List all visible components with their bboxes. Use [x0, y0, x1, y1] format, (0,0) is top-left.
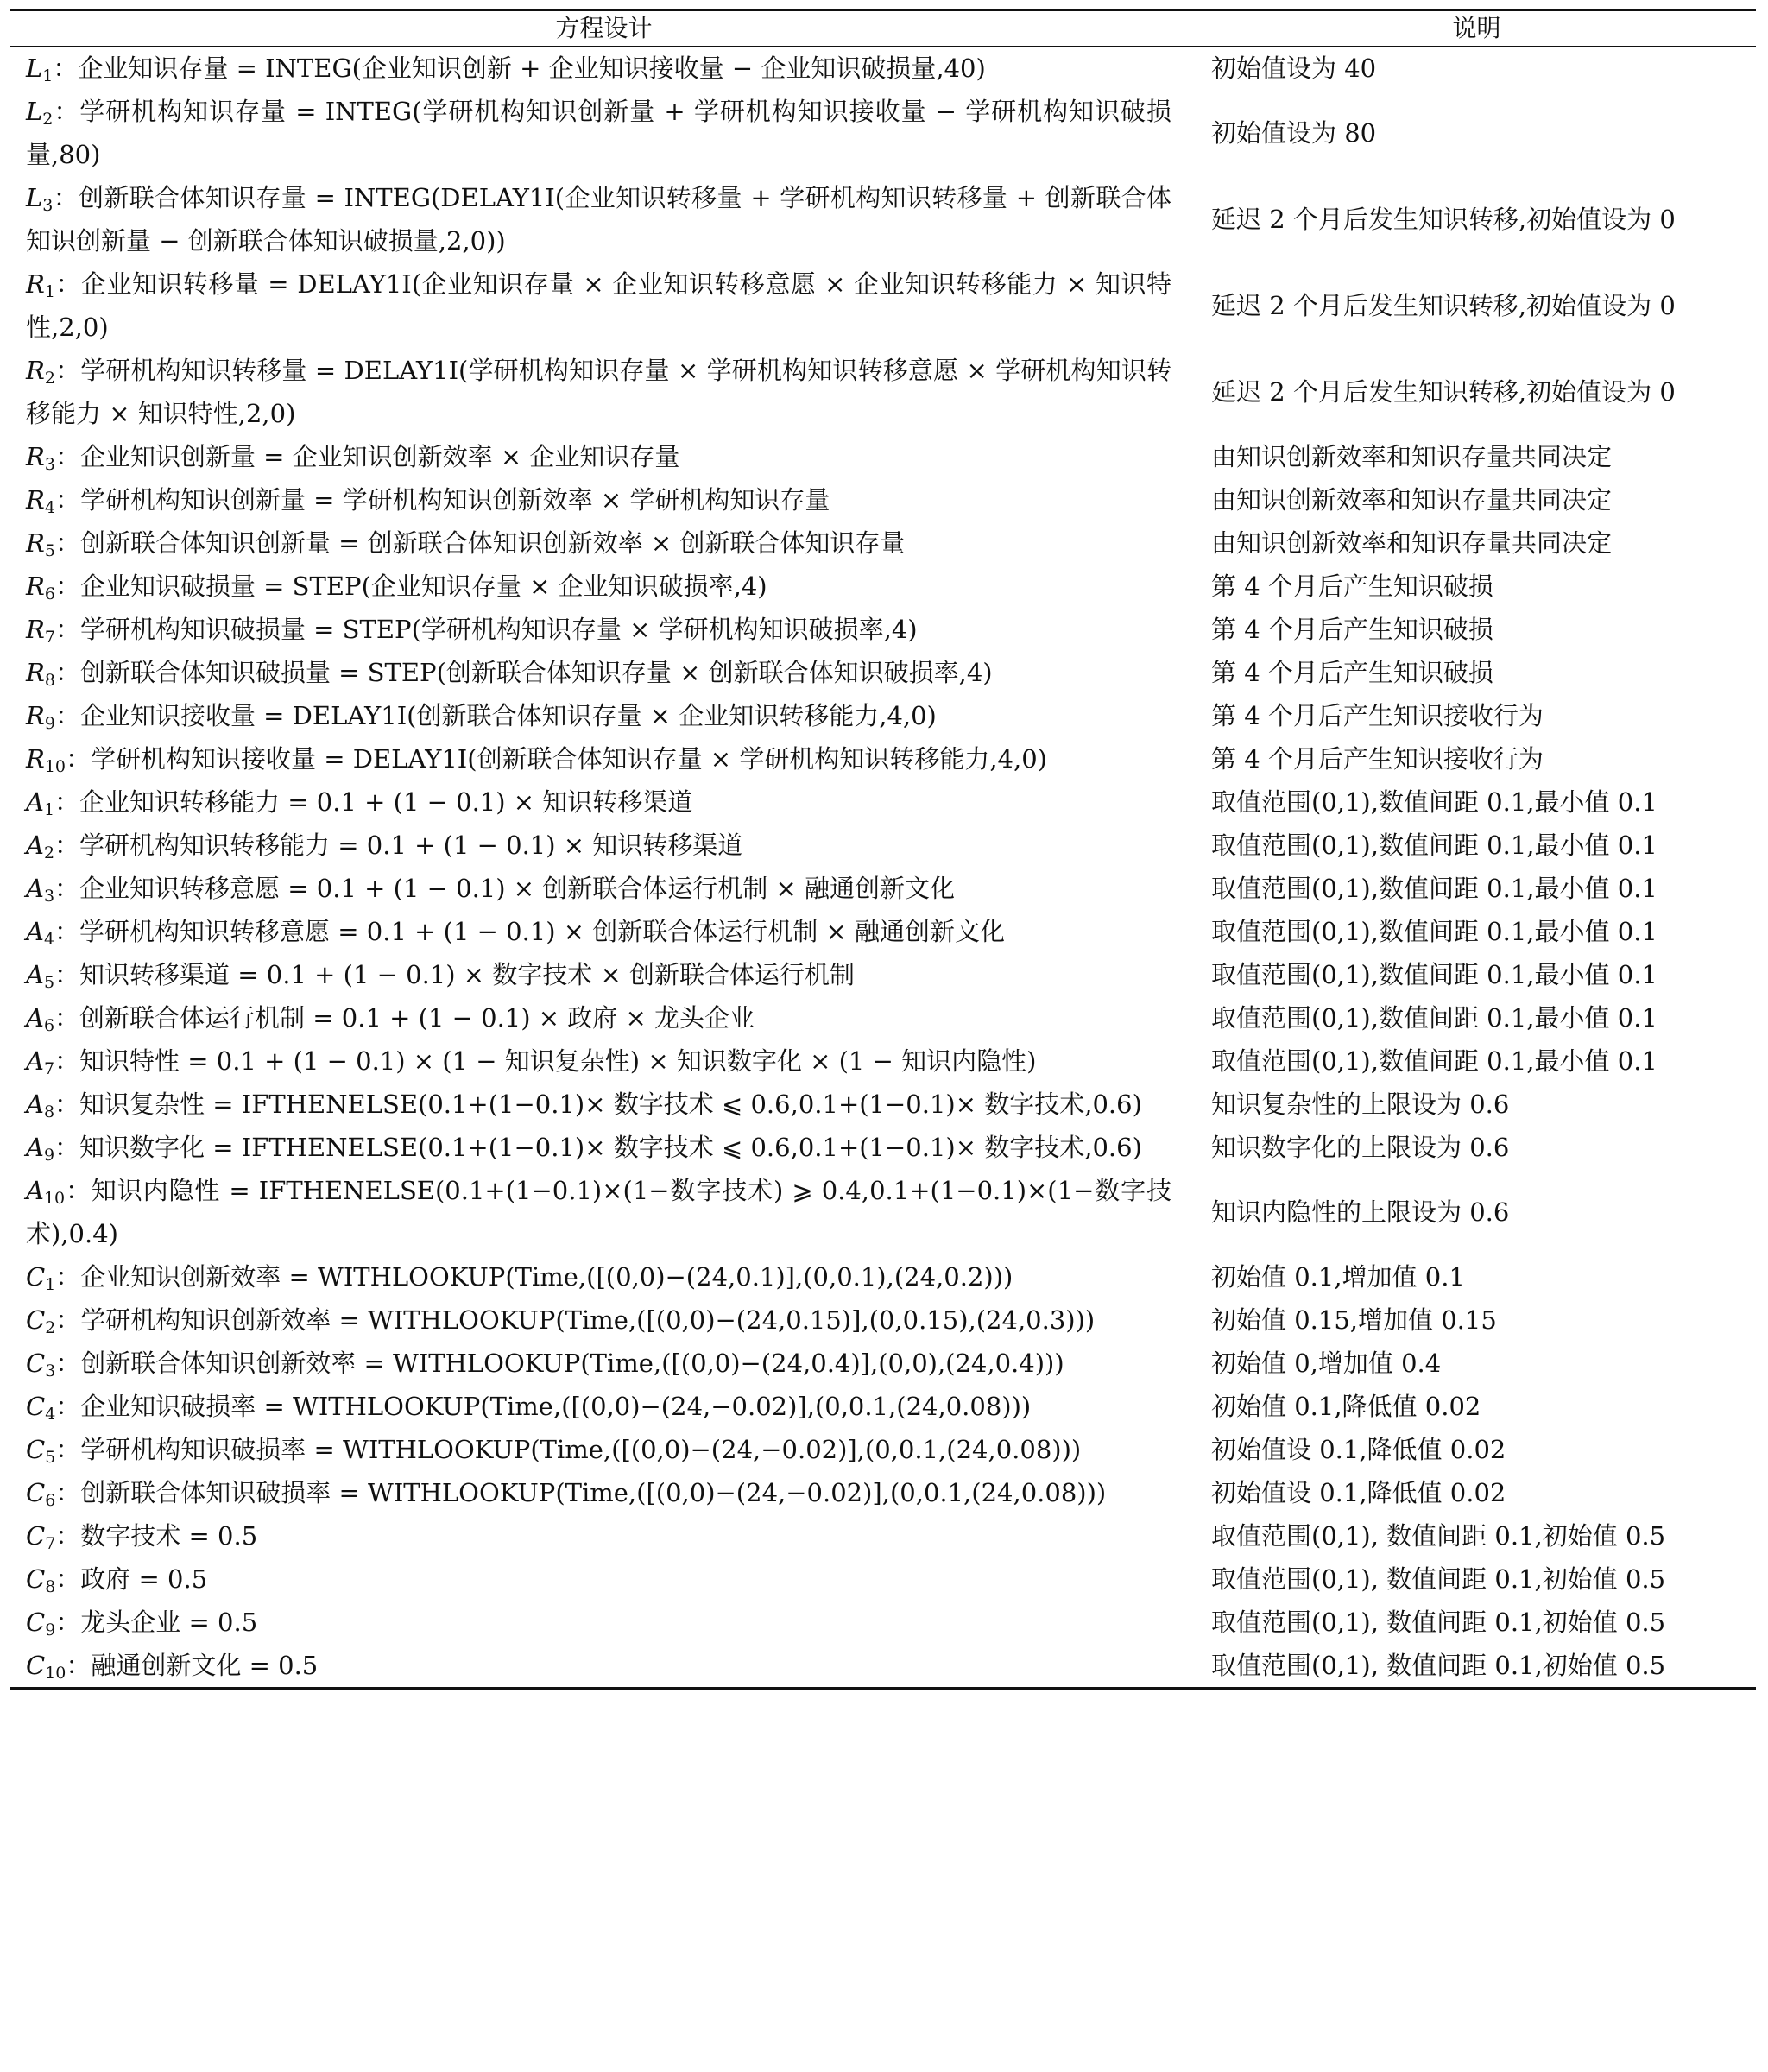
equation-cell: [10, 1385, 1197, 1428]
equation-cell: [10, 1557, 1197, 1601]
note-cell: 第 4 个月后产生知识破损: [1211, 615, 1493, 644]
equation-cell: [10, 1169, 1197, 1255]
equation-id-letter: A: [26, 1176, 44, 1205]
equation-text: ：学研机构知识创新效率 = WITHLOOKUP(Time,([(0,0)−(24,0.15)],(0,0.15),(24,0.3))): [55, 1305, 1096, 1335]
equation-id-letter: R: [26, 701, 45, 730]
table-row: [10, 349, 1756, 435]
equation-id: [26, 1564, 55, 1594]
equation-text: ：知识特性 = 0.1 + (1 − 0.1) × (1 − 知识复杂性) × 知识数字化 × (1 − 知识内隐性): [54, 1046, 1037, 1076]
note-cell: 知识复杂性的上限设为 0.6: [1211, 1090, 1510, 1119]
equation-id: [26, 442, 55, 474]
equation-id-subscript: 8: [43, 1102, 55, 1121]
note-cell: 由知识创新效率和知识存量共同决定: [1211, 442, 1613, 471]
equation-cell: [10, 1342, 1197, 1385]
table-row: [10, 1644, 1756, 1689]
table-row: [10, 1557, 1756, 1601]
equation-id: [26, 831, 54, 860]
note-cell: 由知识创新效率和知识存量共同决定: [1211, 528, 1613, 558]
equation-text: ：数字技术 = 0.5: [55, 1521, 258, 1551]
header-note: 说明: [1197, 10, 1756, 47]
equation-id: [26, 97, 54, 129]
table-row: [10, 565, 1756, 608]
equation-text: ：企业知识破损量 = STEP(企业知识存量 × 企业知识破损率,4): [54, 572, 767, 601]
note-cell: 初始值设 0.1,降低值 0.02: [1211, 1435, 1506, 1464]
note-cell: 延迟 2 个月后发生知识转移,初始值设为 0: [1211, 205, 1676, 234]
equation-cell: [10, 262, 1197, 349]
table-row: [10, 176, 1756, 262]
equation-cell: [10, 1601, 1197, 1644]
table-row: [10, 651, 1756, 694]
table-row: [10, 1255, 1756, 1298]
equation-cell: [10, 1039, 1197, 1083]
equation-id-letter: A: [26, 1003, 44, 1033]
equation-text: ：学研机构知识转移意愿 = 0.1 + (1 − 0.1) × 创新联合体运行机制 × 融通创新文化: [54, 917, 1006, 946]
equation-id: [26, 1478, 56, 1510]
note-cell: 初始值 0.1,降低值 0.02: [1211, 1392, 1481, 1421]
equation-text: ：学研机构知识破损率 = WITHLOOKUP(Time,([(0,0)−(24,−0.02)],(0,0.1,(24,0.08))): [55, 1435, 1082, 1464]
header-equation: 方程设计: [10, 10, 1197, 47]
equation-id-letter: R: [26, 485, 45, 515]
equation-id: [26, 1651, 66, 1683]
equation-text: ：创新联合体知识破损量 = STEP(创新联合体知识存量 × 创新联合体知识破损率,4): [54, 658, 993, 687]
equation-text: ：知识数字化 = IFTHENELSE(0.1+(1−0.1)× 数字技术 ⩽ 0.6,0.1+(1−0.1)× 数字技术,0.6): [54, 1133, 1142, 1162]
equation-id-letter: A: [26, 831, 44, 860]
equation-id-letter: R: [26, 615, 45, 644]
note-cell: 初始值 0,增加值 0.4: [1211, 1349, 1442, 1378]
table-row: [10, 737, 1756, 780]
equation-id-subscript: 9: [43, 1146, 55, 1165]
equation-id-letter: C: [26, 1651, 46, 1680]
equation-table-container: [10, 9, 1756, 1690]
table-row: [10, 262, 1756, 349]
equation-text: ：企业知识转移能力 = 0.1 + (1 − 0.1) × 知识转移渠道: [54, 787, 693, 817]
equation-id-subscript: 2: [44, 369, 55, 388]
equation-text: ：企业知识转移量 = DELAY1I(企业知识存量 × 企业知识转移意愿 × 企业知识转移能力 × 知识特性,2,0): [26, 269, 1171, 342]
equation-text: ：融通创新文化 = 0.5: [66, 1651, 319, 1680]
equation-id-letter: L: [26, 97, 43, 126]
equation-id-letter: A: [26, 787, 44, 817]
note-cell: 取值范围(0,1), 数值间距 0.1,初始值 0.5: [1211, 1521, 1666, 1551]
table-row: [10, 608, 1756, 651]
equation-id-subscript: 4: [43, 930, 55, 949]
equation-id-subscript: 10: [45, 1664, 66, 1683]
note-cell: 延迟 2 个月后发生知识转移,初始值设为 0: [1211, 377, 1676, 407]
equation-id-subscript: 9: [45, 1620, 56, 1639]
equation-id-letter: R: [26, 356, 45, 385]
equation-cell: [10, 1126, 1197, 1169]
equation-text: ：政府 = 0.5: [55, 1564, 208, 1594]
table-row: [10, 1169, 1756, 1255]
equation-id-subscript: 1: [42, 66, 54, 85]
equation-text: ：创新联合体运行机制 = 0.1 + (1 − 0.1) × 政府 × 龙头企业: [54, 1003, 755, 1033]
equation-cell: [10, 1471, 1197, 1514]
equation-text: ：创新联合体知识破损率 = WITHLOOKUP(Time,([(0,0)−(24,−0.02)],(0,0.1,(24,0.08))): [55, 1478, 1107, 1507]
equation-cell: [10, 737, 1197, 780]
equation-cell: [10, 349, 1197, 435]
equation-id-letter: R: [26, 442, 45, 471]
equation-id-subscript: 3: [45, 1361, 56, 1380]
equation-text: ：企业知识存量 = INTEG(企业知识创新 + 企业知识接收量 − 企业知识破损量,40): [53, 54, 986, 83]
note-cell: 延迟 2 个月后发生知识转移,初始值设为 0: [1211, 291, 1676, 320]
equation-id: [26, 269, 55, 299]
equation-text: ：企业知识接收量 = DELAY1I(创新联合体知识存量 × 企业知识转移能力,4,0): [54, 701, 937, 730]
equation-id-subscript: 2: [42, 110, 54, 129]
equation-id-letter: C: [26, 1521, 46, 1551]
equation-text: ：学研机构知识破损量 = STEP(学研机构知识存量 × 学研机构知识破损率,4): [54, 615, 918, 644]
equation-id-letter: C: [26, 1305, 46, 1335]
equation-id-letter: C: [26, 1349, 46, 1378]
equation-text: ：创新联合体知识存量 = INTEG(DELAY1I(企业知识转移量 + 学研机构知识转移量 + 创新联合体知识创新量 − 创新联合体知识破损量,2,0)): [26, 183, 1171, 256]
table-row: [10, 1039, 1756, 1083]
note-cell: 取值范围(0,1),数值间距 0.1,最小值 0.1: [1211, 874, 1658, 903]
equation-id-subscript: 5: [43, 973, 55, 992]
equation-id-letter: A: [26, 1046, 44, 1076]
note-cell: 初始值设 0.1,降低值 0.02: [1211, 1478, 1506, 1507]
note-cell: 取值范围(0,1),数值间距 0.1,最小值 0.1: [1211, 917, 1658, 946]
equation-id-subscript: 8: [45, 1577, 56, 1596]
equation-id-letter: A: [26, 1133, 44, 1162]
equation-cell: [10, 1083, 1197, 1126]
equation-id: [26, 1349, 55, 1378]
note-cell: 初始值设为 80: [1211, 118, 1377, 148]
equation-id-subscript: 2: [45, 1318, 56, 1337]
equation-id: [26, 1608, 55, 1637]
note-cell: 初始值 0.1,增加值 0.1: [1211, 1262, 1465, 1292]
equation-id-subscript: 9: [44, 714, 55, 733]
equation-text: ：学研机构知识转移量 = DELAY1I(学研机构知识存量 × 学研机构知识转移意愿 × 学研机构知识转移能力 × 知识特性,2,0): [26, 356, 1171, 428]
equation-id-subscript: 4: [45, 1405, 56, 1424]
equation-text: ：学研机构知识存量 = INTEG(学研机构知识创新量 + 学研机构知识接收量 − 学研机构知识破损量,80): [26, 97, 1171, 169]
note-cell: 取值范围(0,1), 数值间距 0.1,初始值 0.5: [1211, 1608, 1666, 1637]
table-row: [10, 780, 1756, 824]
equation-cell: [10, 867, 1197, 910]
equation-id-letter: A: [26, 1090, 44, 1119]
equation-id: [26, 960, 55, 992]
equation-cell: [10, 694, 1197, 737]
equation-id-letter: C: [26, 1478, 46, 1507]
equation-id-subscript: 3: [44, 455, 55, 474]
equation-id-letter: L: [26, 54, 43, 83]
equation-text: ：知识复杂性 = IFTHENELSE(0.1+(1−0.1)× 数字技术 ⩽ 0.6,0.1+(1−0.1)× 数字技术,0.6): [54, 1090, 1142, 1119]
equation-id-subscript: 10: [43, 1189, 66, 1208]
equation-id-subscript: 8: [44, 671, 55, 690]
equation-id-subscript: 1: [45, 1275, 56, 1294]
equation-cell: [10, 521, 1197, 565]
equation-text: ：学研机构知识转移能力 = 0.1 + (1 − 0.1) × 知识转移渠道: [54, 831, 743, 860]
equation-id-letter: L: [26, 183, 43, 212]
note-cell: 取值范围(0,1),数值间距 0.1,最小值 0.1: [1211, 787, 1658, 817]
equation-text: ：企业知识创新效率 = WITHLOOKUP(Time,([(0,0)−(24,0.1)],(0,0.1),(24,0.2))): [55, 1262, 1013, 1292]
equation-cell: [10, 47, 1197, 91]
equation-id: [26, 1435, 56, 1467]
equation-id-letter: C: [26, 1608, 46, 1637]
equation-id-letter: C: [26, 1564, 46, 1594]
equation-text: ：企业知识转移意愿 = 0.1 + (1 − 0.1) × 创新联合体运行机制 × 融通创新文化: [54, 874, 956, 903]
note-cell: 第 4 个月后产生知识破损: [1211, 572, 1493, 601]
equation-cell: [10, 435, 1197, 478]
equation-cell: [10, 996, 1197, 1039]
equation-id: [26, 1090, 54, 1119]
table-row: [10, 478, 1756, 521]
equation-cell: [10, 1255, 1197, 1298]
equation-id: [26, 701, 55, 733]
table-row: [10, 910, 1756, 953]
equation-id: [26, 1305, 55, 1335]
equation-id-letter: C: [26, 1262, 46, 1292]
table-row: [10, 867, 1756, 910]
note-cell: 取值范围(0,1),数值间距 0.1,最小值 0.1: [1211, 831, 1658, 860]
equation-text: ：创新联合体知识创新效率 = WITHLOOKUP(Time,([(0,0)−(24,0.4)],(0,0),(24,0.4))): [55, 1349, 1064, 1378]
equation-cell: [10, 1428, 1197, 1471]
equation-cell: [10, 1644, 1197, 1689]
equation-id: [26, 917, 55, 949]
equation-cell: [10, 1298, 1197, 1342]
equation-id-subscript: 6: [43, 1016, 55, 1035]
equation-id-subscript: 5: [44, 541, 55, 560]
equation-id-subscript: 2: [43, 843, 55, 862]
table-row: [10, 1471, 1756, 1514]
note-cell: 取值范围(0,1), 数值间距 0.1,初始值 0.5: [1197, 1644, 1756, 1689]
table-body: [10, 47, 1756, 1689]
note-cell: 知识内隐性的上限设为 0.6: [1211, 1197, 1510, 1227]
equation-id: [26, 1176, 66, 1208]
note-cell: 取值范围(0,1),数值间距 0.1,最小值 0.1: [1211, 1046, 1658, 1076]
equation-id-subscript: 4: [44, 498, 55, 517]
equation-id-subscript: 1: [44, 282, 55, 301]
equation-id: [26, 528, 55, 558]
equation-cell: [10, 910, 1197, 953]
equation-id-letter: R: [26, 269, 45, 299]
equation-cell: [10, 651, 1197, 694]
equation-id: [26, 1521, 55, 1551]
equation-id-subscript: 6: [44, 584, 55, 603]
equation-id-subscript: 3: [43, 887, 55, 906]
note-cell: 第 4 个月后产生知识破损: [1211, 658, 1493, 687]
table-row: [10, 1126, 1756, 1169]
table-row: [10, 521, 1756, 565]
equation-text: ：知识内隐性 = IFTHENELSE(0.1+(1−0.1)×(1−数字技术) ⩾ 0.4,0.1+(1−0.1)×(1−数字技术),0.4): [26, 1176, 1171, 1248]
equation-text: ：创新联合体知识创新量 = 创新联合体知识创新效率 × 创新联合体知识存量: [54, 528, 906, 558]
equation-id: [26, 1003, 54, 1033]
table-row: [10, 1083, 1756, 1126]
equation-id: [26, 874, 55, 906]
equation-cell: [10, 953, 1197, 996]
table-row: [10, 1385, 1756, 1428]
note-cell: 知识数字化的上限设为 0.6: [1211, 1133, 1510, 1162]
note-cell: 初始值设为 40: [1211, 54, 1377, 83]
equation-cell: [10, 90, 1197, 176]
table-row: [10, 953, 1756, 996]
table-row: [10, 47, 1756, 91]
table-row: [10, 435, 1756, 478]
note-cell: 取值范围(0,1),数值间距 0.1,最小值 0.1: [1211, 960, 1658, 989]
equation-id: [26, 183, 54, 215]
equation-id-letter: R: [26, 658, 45, 687]
table-row: [10, 1298, 1756, 1342]
equation-id-letter: R: [26, 744, 45, 774]
equation-id: [26, 1392, 56, 1424]
equation-text: ：学研机构知识接收量 = DELAY1I(创新联合体知识存量 × 学研机构知识转移能力,4,0): [66, 744, 1047, 774]
note-cell: 第 4 个月后产生知识接收行为: [1211, 701, 1544, 730]
table-row: [10, 996, 1756, 1039]
equation-id-subscript: 10: [44, 757, 66, 776]
note-cell: 取值范围(0,1),数值间距 0.1,最小值 0.1: [1211, 1003, 1658, 1033]
note-cell: 第 4 个月后产生知识接收行为: [1211, 744, 1544, 774]
table-row: [10, 1601, 1756, 1644]
equation-id: [26, 787, 54, 817]
equation-text: ：知识转移渠道 = 0.1 + (1 − 0.1) × 数字技术 × 创新联合体运行机制: [54, 960, 856, 989]
equation-cell: [10, 176, 1197, 262]
equation-cell: [10, 565, 1197, 608]
equation-id-letter: C: [26, 1435, 46, 1464]
table-row: [10, 1342, 1756, 1385]
note-cell: 由知识创新效率和知识存量共同决定: [1211, 485, 1613, 515]
equation-id-subscript: 3: [42, 196, 54, 215]
equation-id: [26, 744, 66, 774]
table-row: [10, 694, 1756, 737]
equation-id-subscript: 5: [45, 1448, 56, 1467]
equation-id: [26, 572, 55, 601]
equation-cell: [10, 1514, 1197, 1557]
equation-id-letter: R: [26, 528, 45, 558]
table-row: [10, 824, 1756, 867]
equation-cell: [10, 608, 1197, 651]
equation-id: [26, 1262, 55, 1292]
equation-table: [10, 9, 1756, 1690]
equation-id-subscript: 7: [44, 628, 55, 647]
table-header-row: [10, 10, 1756, 47]
equation-id: [26, 356, 55, 388]
table-row: [10, 1514, 1756, 1557]
table-row: [10, 90, 1756, 176]
note-cell: 取值范围(0,1), 数值间距 0.1,初始值 0.5: [1211, 1564, 1666, 1594]
equation-id: [26, 1046, 54, 1076]
equation-id-subscript: 1: [43, 800, 55, 819]
equation-id: [26, 1133, 55, 1165]
equation-cell: [10, 780, 1197, 824]
equation-id: [26, 615, 55, 647]
equation-id-subscript: 6: [45, 1491, 56, 1510]
equation-id-subscript: 7: [45, 1534, 56, 1553]
equation-id-letter: A: [26, 874, 44, 903]
equation-id-letter: A: [26, 960, 44, 989]
equation-id-letter: R: [26, 572, 45, 601]
equation-id-subscript: 7: [43, 1059, 55, 1078]
note-cell: 初始值 0.15,增加值 0.15: [1211, 1305, 1497, 1335]
equation-id-letter: A: [26, 917, 44, 946]
equation-cell: [10, 824, 1197, 867]
equation-text: ：学研机构知识创新量 = 学研机构知识创新效率 × 学研机构知识存量: [54, 485, 830, 515]
equation-id: [26, 485, 55, 515]
equation-text: ：企业知识破损率 = WITHLOOKUP(Time,([(0,0)−(24,−0.02)],(0,0.1,(24,0.08))): [55, 1392, 1032, 1421]
equation-text: ：龙头企业 = 0.5: [55, 1608, 258, 1637]
equation-id: [26, 658, 55, 690]
table-row: [10, 1428, 1756, 1471]
equation-cell: [10, 478, 1197, 521]
equation-text: ：企业知识创新量 = 企业知识创新效率 × 企业知识存量: [54, 442, 680, 471]
equation-id-letter: C: [26, 1392, 46, 1421]
equation-id: [26, 54, 53, 83]
